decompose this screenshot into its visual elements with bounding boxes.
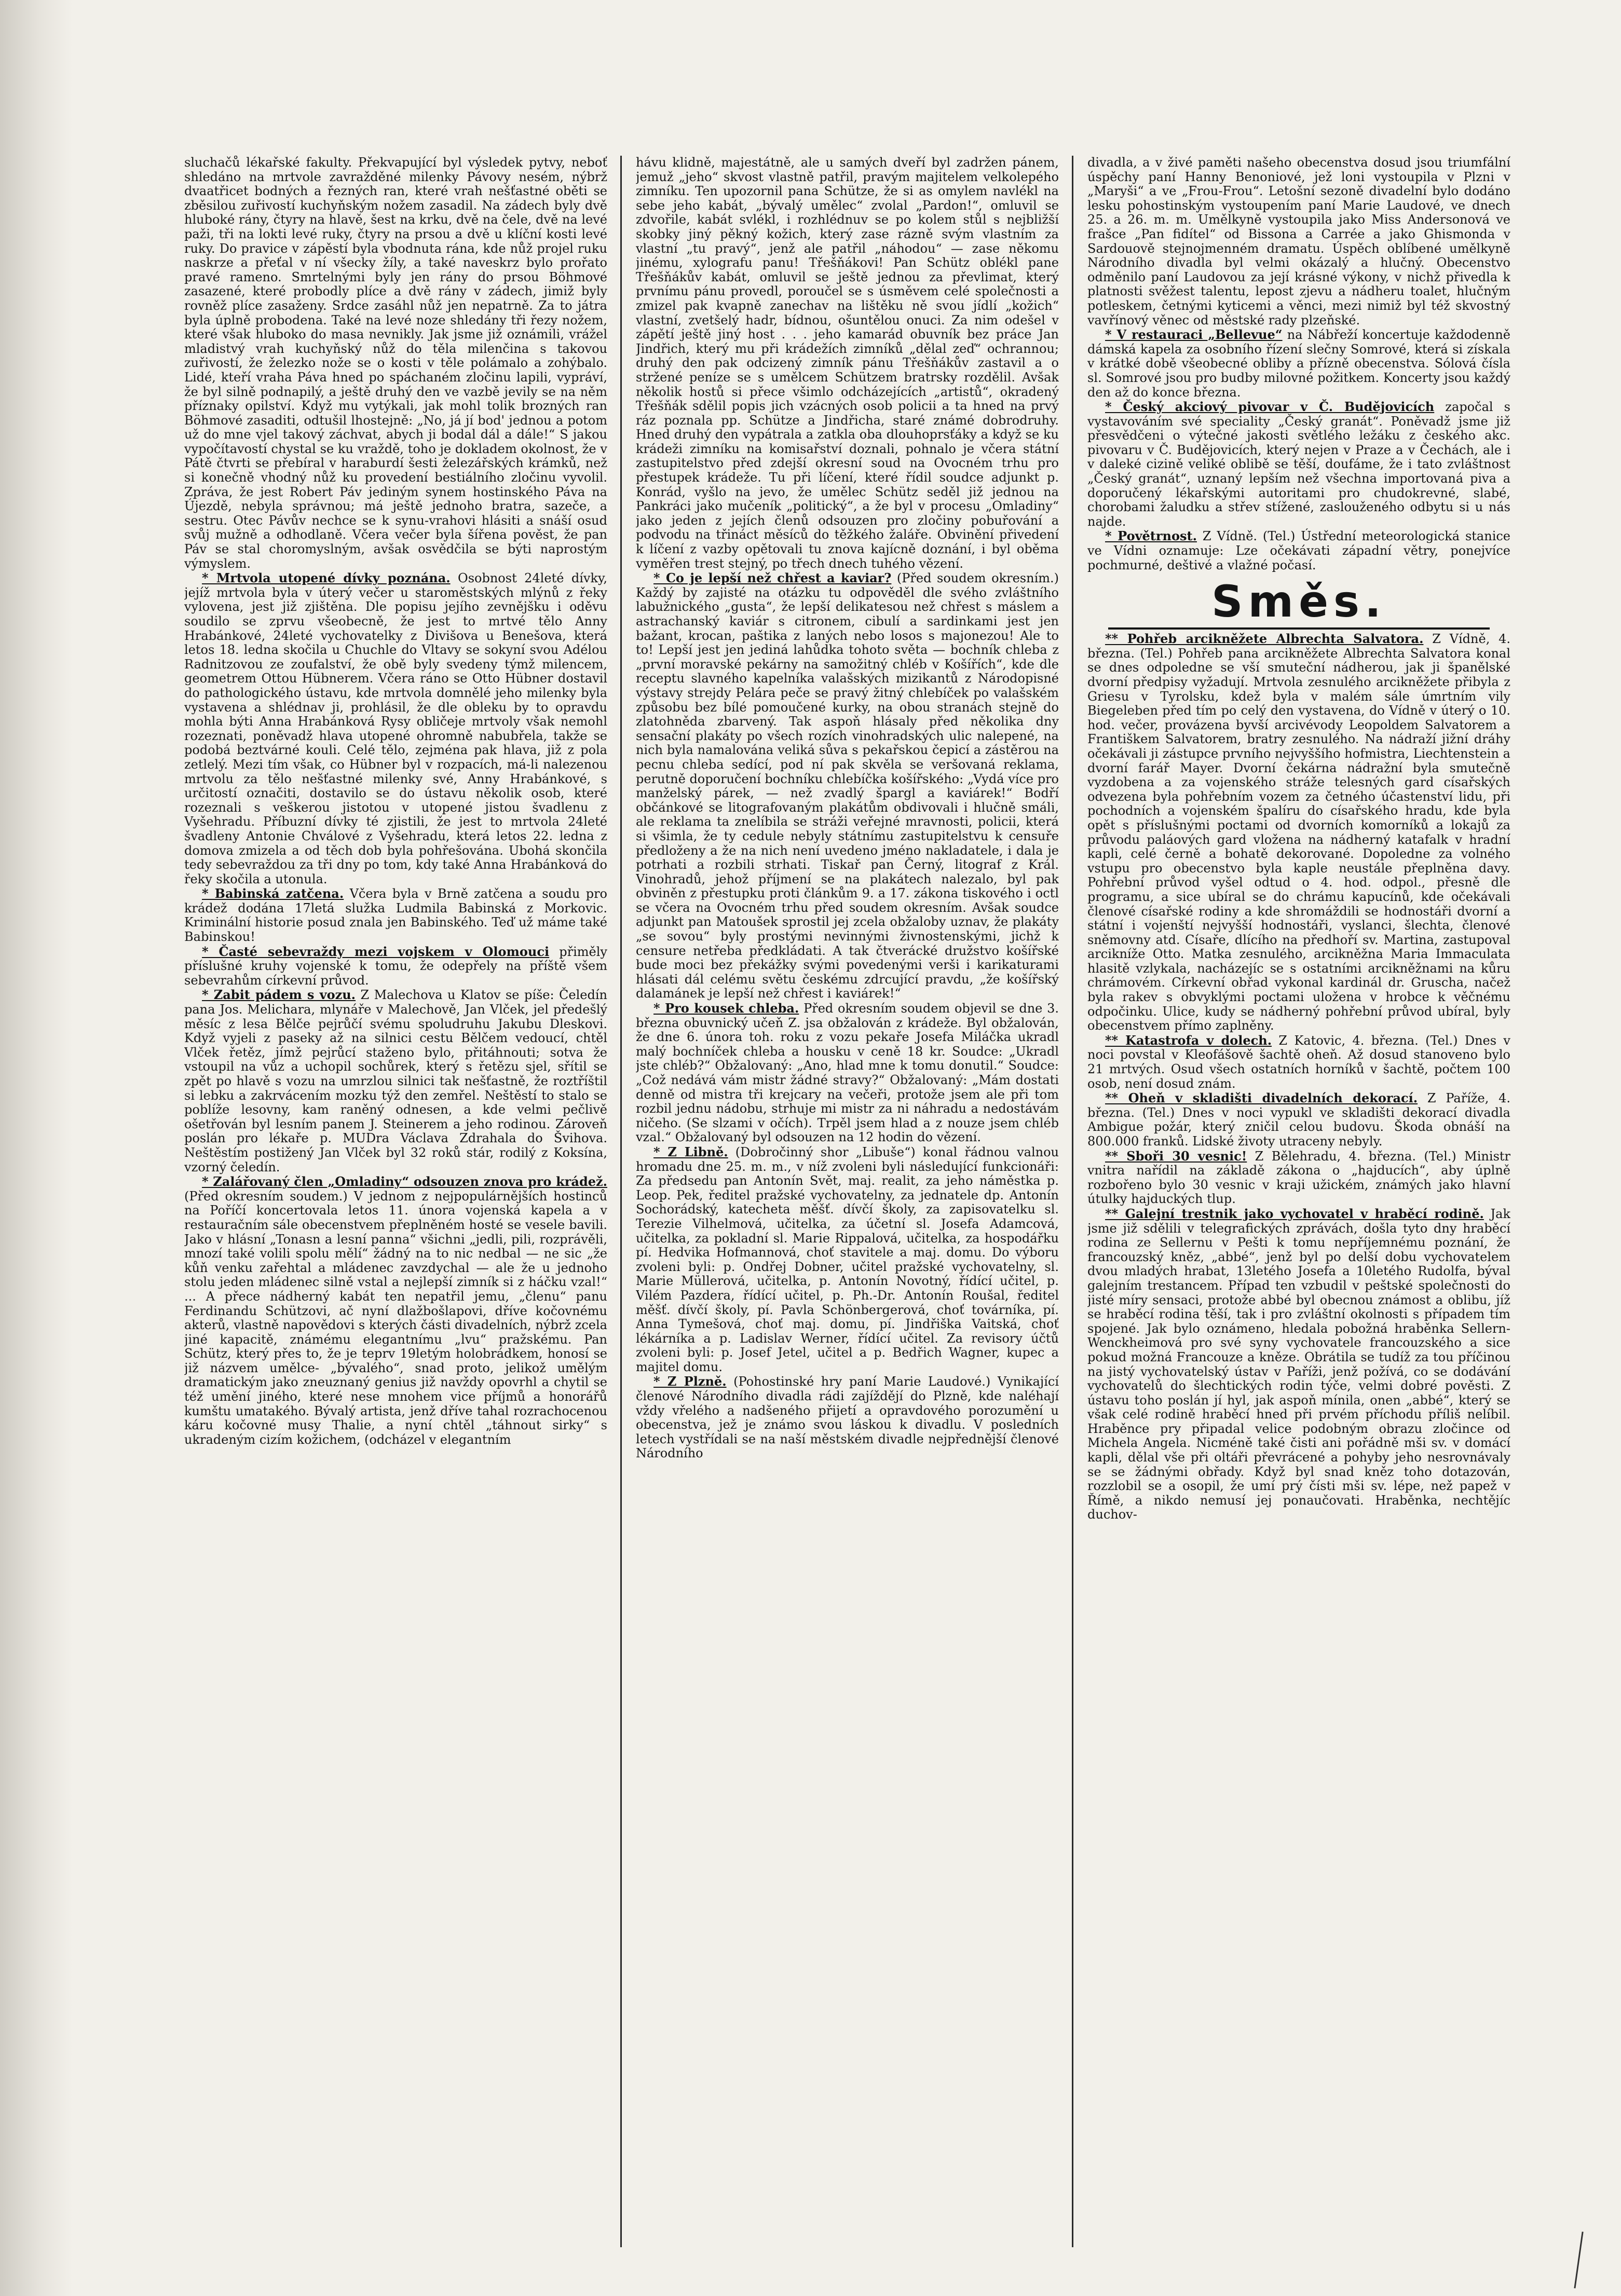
article-text: divadla, a v živé paměti našeho obecenstva dosud jsou triumfální úspěchy paní Hanny Benoniové, jež loni vystoupila v Plzni v „Maryši“ a ve „Frou-Frou“. Letošní sezoně divadelní bylo dodáno lesku pohostinským vystoupením paní Marie Laudové, ve dnech 25. a 26. m. m. Umělkyně vystoupila jako Miss Andersonová ve frašce „Pan fidítel“ od Bissona a Carrée a jako Ghismonda v Sardouově stejnojmenném dramatu. Úspěch oblíbené umělkyně Národního divadla byl velmi okázalý a hlučný. Obecenstvo odměnilo paní Laudovou za její krásné výkony, v nichž přivedla k platnosti svěžest talentu, lepost zjevu a nádheru toalet, hlučným potleskem, četnými kyticemi a věnci, mezi nimiž byl též skvostný vavřínový věnec od městské rady plzeňské. [1087, 156, 1510, 327]
article [636, 1001, 1059, 1145]
article [636, 571, 1059, 1001]
article-body: na Nábřeží koncertuje každodenně dámská kapela za osobního řízení slečny Somrové, která si získala v krátké době všeobecné obliby a přízně obecenstva. Sólová čísla sl. Somrové jsou pro budby milovné požitkem. Koncerty jsou každý den až do konce března. [1087, 327, 1510, 400]
article-body: Včera byla v Brně zatčena a soudu pro krádež dodána 17letá služka Ludmila Babinská z Morkovic. Kriminální historie posud znala jen Babinského. Teď už máme také Babinskou! [184, 886, 607, 945]
scan-margin-shadow [0, 0, 73, 2296]
article-body: Z Malechova u Klatov se píše: Čeledín pana Jos. Melichara, mlynáře v Malechově, Jan Vlček, jel předešlý měsíc z lesa Bělče pejrůčí svému spoludruhu Jakubu Dleskovi. Když vyjeli z paseky až na silnici cestu Bělčem vedoucí, chtěl Vlček řetěz, jímž pejrůcí staženo bylo, přitáhnouti; sotva že vstoupil na vůz a uchopil sochůrek, který s řetězu sjel, sřítil se zpět po hlavě s vozu na umrzlou silnici tak nešťastně, že roztříštil si lebku a zakrvácením mozku týž den zemřel. Neštěstí to stalo se poblíže lesovny, kam raněný odnesen, a kde velmi pečlivě ošetřován byl lesním panem J. Steinerem a jeho rodinou. Zároveň poslán pro lékaře p. MUDra Václava Zdrahala do Švihova. Neštěstím postižený Jan Vlček byl 32 roků stár, rodilý z Koksína, vzorný čeledín. [184, 988, 607, 1174]
article [1087, 1091, 1510, 1149]
column-divider [620, 156, 622, 2247]
article [184, 886, 607, 944]
article-headline: ** Oheň v skladišti divadelních dekorací. [1105, 1090, 1418, 1106]
article [184, 945, 607, 988]
section-underline [1108, 627, 1490, 630]
article-headline: * V restauraci „Bellevue“ [1105, 327, 1283, 343]
article-headline: * Z Libně. [653, 1144, 728, 1159]
article [184, 988, 607, 1174]
article-headline: ** Katastrofa v dolech. [1105, 1032, 1272, 1048]
article-body: Z Katovic, 4. března. (Tel.) Dnes v noci povstal v Kleofášově šachtě oheň. Až dosud stanoveno bylo 21 mrtvých. Osud všech ostatních horníků v šachtě, počtem 100 osob, není dosud znám. [1087, 1033, 1510, 1091]
article [1087, 632, 1510, 1033]
newspaper-page [184, 156, 1510, 2252]
article-body: Z Vídně. (Tel.) Ústřední meteorologická stanice ve Vídni oznamuje: Lze očekávati západní větry, ponejvíce pochmurné, deštivé a vlažné počasí. [1087, 529, 1510, 572]
column-3 [1087, 156, 1510, 2247]
article-body: Z Bělehradu, 4. března. (Tel.) Ministr vnitra nařídil na základě zákona o „hajducích“, aby úplně rozbořeno bylo 30 vesnic v kraji užickém, známých jako hlavní útulky hajduckých tlup. [1087, 1149, 1510, 1207]
article-headline: * Povětrnost. [1105, 528, 1197, 544]
column-divider [1072, 156, 1073, 2247]
article-headline: ** Pohřeb arcikněžete Albrechta Salvatora. [1105, 631, 1424, 647]
column-2 [636, 156, 1059, 2247]
article-body: Osobnost 24leté dívky, jejíž mrtvola byla v úterý večer u staroměstských mlýnů z řeky vylovena, jest již zjištěna. Dle popisu jejího zevnějšku i oděvu soudilo se zprvu všeobecně, že jest to mrtvé tělo Anny Hrabánkové, 24leté vychovatelky z Divišova u Benešova, která letos 18. ledna skočila u Chuchle do Vltavy se sokyní svou Adélou Radnitzovou ze zoufalství, že obě byly svedeny týmž milencem, geometrem Ottou Hübnerem. Včera ráno se Otto Hübner dostavil do pathologického ústavu, kde mrtvola domnělé jeho milenky byla vystavena a shlédnav ji, prohlásil, že dle obleku by to opravdu mohla býti Anna Hrabánková Rysy obličeje mrtvoly však nemohl rozeznati, poněvadž hlava utopené ohromně nabubřela, takže se podobá beztvárné kouli. Celé tělo, zejména pak hlava, již z pola zetlelý. Mezi tím však, co Hübner byl v rozpacích, má-li nalezenou mrtvolu za tělo nešťastné milenky své, Anny Hrabánkové, s určitostí označiti, dostavilo se do ústavu několik osob, které rozeznali s veškerou jistotou v utopené jistou švadlenu z Vyšehradu. Příbuzní dívky té zjistili, že jest to mrtvola 24leté švadleny Antonie Chválové z Vyšehradu, která letos 22. ledna z domova zmizela a od těch dob byla pohřešována. Ubohá skončila tedy sebevraždou za tři dny po tom, kdy také Anna Hrabánková do řeky skočila a utonula. [184, 571, 607, 886]
article-headline: * Časté sebevraždy mezi vojskem v Olomouci [202, 944, 550, 959]
article-body: (Dobročinný shor „Libuše“) konal řádnou valnou hromadu dne 25. m. m., v níž zvoleni byli následující funkcionáři: Za předsedu pan Antonín Svět, maj. realit, za jeho náměstka p. Leop. Pek, ředitel pražské vychovatelny, za jednatele dp. Antonín Sochorádský, katecheta měšť. dívčí školy, za zapisovatelku sl. Terezie Vilhelmová, učitelka, za účetní sl. Josefa Adamcová, učitelka, za pokladní sl. Marie Rippalová, učitelka, za hospodářku pí. Hedvika Hofmannová, choť stavitele a maj. domu. Do výboru zvoleni byli: p. Ondřej Dobner, učitel pražské vychovatelny, sl. Marie Müllerová, učitelka, p. Antonín Novotný, řídící učitel, p. Vilém Pazdera, řídící učitel, p. Ph.-Dr. Antonín Roušal, ředitel měšť. dívčí školy, pí. Pavla Schönbergerová, choť továrníka, pí. Anna Tymešová, choť maj. domu, pí. Jindřiška Vaitská, choť lékárníka a p. Ladislav Werner, řídící učitel. Za revisory účtů zvoleni byli: p. Josef Jetel, učitel a p. Bedřich Wagner, kupec a majitel domu. [636, 1144, 1059, 1374]
article-body: (Před okresním soudem.) V jednom z nejpopulárnějších hostinců na Poříčí koncertovala letos 11. února vojenská kapela a v restauračním sále obecenstvem přeplněném hosté se vesele bavili. Jako v hlásní „Tonasn a lesní panna“ všichni „jedli, pili, rozprávěli, mnozí také volili spolu mělí“ žádný na to nic nedbal — ne sic „že kůň venku zařehtal a mládenec zavzdychal — ale že u jednoho stolu jeden mládenec silně vstal a nejlepší zimník si z háčku vzal!“ ... A přece nádherný kabát ten nepatřil jemu, „členu“ panu Ferdinandu Schützovi, ač nyní dlažbošlapovi, dříve kočovnému akterů, vlastně napovědovi s kterých části divadelních, nýbrž zcela jiné kapacitě, známému elegantnímu „lvu“ pražskému. Pan Schütz, který přes to, že je teprv 19letým holobrádkem, honosí se již názvem umělce- „bývalého“, snad proto, jelikož umělým dramatickým jako zneuznaný genius již navždy opovrhl a chytil se též umění jiného, které nese mnohem vice příjmů a honorářů kumštu umatakého. Bývalý artista, jenž dříve tahal rozrachocenou káru kočovné musy Thalie, a nyní chtěl „táhnout sirky“ s ukradeným cizím kožichem, (odcházel v elegantním [184, 1188, 607, 1447]
article-headline: * Mrtvola utopené dívky poznána. [202, 570, 451, 586]
article [1087, 1207, 1510, 1522]
article [1087, 327, 1510, 400]
section-heading-text: Směs. [1211, 576, 1386, 627]
article-body: (Před soudem okresním.) Každý by zajisté na otázku tu odpověděl dle svého zvláštního labužnického „gusta“, že lepší delikatesou než chřest s máslem a astrachanský kaviár s citronem, cibulí a sardinkami jest jen bažant, krocan, paštika z laných nebo losos s majonezou! Ale to to! Lepší jest jen jediná lahůdka tohoto světa — bochník chleba z „první moravské pekárny na samožitný chléb v Košířích“, kde dle receptu slavného kapelníka valašských mizikantů z Národopisné výstavy strejdy Pelára peče se pravý žitný chlebíček po valašském způsobu bez bílé pomoučené kurky, na obou stranách stejně do zlatohněda zbarvený. Tak aspoň hlásaly před několika dny sensační plakáty po všech rozích vinohradských ulic nalepené, na nich byla namalována veliká sůva s pekařskou čepicí a zástěrou na pecnu chleba sedící, pod ní pak skvěla se veršovaná reklama, perutně doporučení bochníku chlebíčka košířského: „Vydá více pro manželský párek, — než zvadlý špargl a kaviárek!“ Bodří občánkové se litografovaným plakátům obdivovali i hlučně smáli, ale reklama ta znelíbila se stráži veřejné mravnosti, policii, která si všimla, že ty cedule nebyly státnímu zastupitelstvu k censuře předloženy a že na nich není uvedeno jméno nakladatele, i dala je potrhati a rozbili strhati. Tiskař pan Černý, litograf z Král. Vinohradů, jehož příjmení se na plakátech nalezalo, byl pak obviněn z přestupku proti článkům 9. a 17. zákona tiskového i octl se včera na Ovocném trhu před soudem okresním. Avšak soudce adjunkt pan Matoušek sprostil jej zcela obžaloby uznav, že plakáty „se sovou“ byly prostými nevinnými živnostenskými, jichž k censure netřeba předkládati. A tak čtverácké družstvo košířské bude moci bez překážky svými povedenými verši i karikaturami hlásati dál celému světu českému zdrcující pravdu, „že košířský dalamánek je lepší než chřest i kaviárek!“ [636, 571, 1059, 1001]
article-body: Z Vídně, 4. března. (Tel.) Pohřeb pana arcikněžete Albrechta Salvatora konal se dnes odpoledne se vší smuteční nádherou, jak ji španělské dvorní předpisy vyžadují. Mrtvola zesnulého arcikněžete přibyla z Griesu v Tyrolsku, kdež byla v malém sále úmrtním vily Biegeleben před tím po celý den vystavena, do Vídně v úterý o 10. hod. večer, provázena byvší arcivévody Leopoldem Salvatorem a Františkem Salvatorem, bratry zesnulého. Na nádraží jižní dráhy očekávali ji zástupce prvního nejvyššího hofmistra, Liechtenstein a dvorní farář Mayer. Dvorní čekárna nádražní byla smutečně vyzdobena a za vojenského stráže telesných gard císařských odvezena byla pohřebním vozem za četného účastenství lidu, při pochodních a vojenském špalíru do císařského hradu, kde byla opět s příslušnými poctami od dvorních komorníků a lokajů za průvodu paláových gard vložena na nádherný katafalk v hradní kapli, celé černě a bohatě dekorované. Dopoledne za volného vstupu pro obecenstvo byla kaple neustále přeplněna davy. Pohřební průvod vyšel odtud o 4. hod. odpol., přesně dle programu, a sice ubíral se do chrámu kapucínů, kde očekávali členové císařské rodiny a kde shromáždili se hodnostáři dvorní a státní i vojenští nejvyšší hodnostáři, vyslanci, šlechta, členové sněmovny atd. Císaře, dlícího na předhoří sv. Martina, zastupoval arcikníže Otto. Matka zesnulého, arcikněžna Maria Immaculata hlasitě vzlykala, nacházejíc se s ostatními arcikněžnami na kůru chrámovém. Církevní obřad vykonal kardinál dr. Gruscha, načež byla rakev s obvyklými poctami uložena v hrobce k věčnému odpočinku. Ulice, kudy se nádherný pohřební průvod ubíral, byly obecenstvem přímo zaplněny. [1087, 632, 1510, 1033]
article [1087, 1033, 1510, 1091]
article-body: Před okresním soudem objevil se dne 3. března obuvnický učeň Z. jsa obžalován z krádeže. Byl obžalován, že dne 6. února toh. roku z vozu pekaře Josefa Miláčka ukradl malý bochníček chleba a housku v ceně 18 kr. Soudce: „Ukradl jste chléb?“ Obžalovaný: „Ano, hlad mne k tomu donutil.“ Soudce: „Což nedává vám mistr žádné stravy?“ Obžalovaný: „Mám dostati denně od mistra tři krejcary na večeři, protože jsem ale při tom rozbil jednu nádobu, strhuje mi mistr za ni náhradu a nedostávám ničeho. (Se slzami v očích). Trpěl jsem hlad a z nouze jsem chléb vzal.“ Obžalovaný byl odsouzen na 12 hodin do vězení. [636, 1001, 1059, 1145]
article [636, 1374, 1059, 1461]
article [636, 1145, 1059, 1375]
article-headline: * Zalářovaný člen „Omladiny“ odsouzen znova pro krádež. [202, 1174, 607, 1190]
article-headline: * Co je lepší než chřest a kaviar? [653, 570, 892, 586]
article-body: Jak jsme již sdělili v telegrafických zprávách, došla tyto dny hraběcí rodina ze Sellernu v Pešti k tomu nepříjemnému poznání, že francouzský kněz, „abbé“, jenž byl po delší dobu vychovatelem dvou mladých hrabat, 13letého Josefa a 10letého Rudolfa, býval galejním trestancem. Případ ten vzbudil v peštské společnosti do jisté míry sensaci, protože abbé byl obecnou známost a oblibu, jíž se hraběcí rodina těší, tak i pro zvláštní okolnosti s případem tím spojené. Jak bylo oznámeno, hledala pobožná hraběnka Sellern-Wenckheimová pro své syny vychovatele francouzského a sice pokud možná Francouze a kněze. Obrátila se tudíž za tou příčinou na jistý vychovatelský ústav v Paříži, jenž požívá, co se dodávání vychovatelů do šlechtických rodin týče, velmi dobré pověsti. Z ústavu toho poslán jí hyl, jak aspoň mínila, onen „abbé“, který se však celé rodině hraběcí hned při prvém příchodu příliš nelíbil. Hraběnce pry připadal velice podobným obrazu zločince od Michela Angela. Nicméně také čisti ani pořádně mši sv. v domácí kapli, dělal vše při oltáři převrácené a pohyby jeho nesrovnávaly se se žádnými obřady. Když byl snad kněz toho dotazován, rozzlobil se a osopil, že umí prý čísti mši sv. lépe, než papež v Římě, a nikdo nemusí jej ponaučovati. Hraběnka, nechtějíc duchov- [1087, 1206, 1510, 1522]
article-headline: * Český akciový pivovar v Č. Budějovicích [1105, 399, 1435, 415]
article-text: sluchačů lékařské fakulty. Překvapující byl výsledek pytvy, neboť shledáno na mrtvole zavražděné milenky Pávovy nesém, nýbrž dvaatřicet bodných a řezných ran, které vrah nešťastné oběti se zběsilou zuřivostí kuchyňským nožem zasadil. Na zádech byly dvě hluboké rány, čtyry na hlavě, šest na krku, dvě na čele, dvě na levé paži, tři na lokti levé ruky, čtyry na prsou a dvě u klíční kosti levé ruky. Do pravice v zápěstí byla vbodnuta rána, kde nůž projel ruku naskrze a přeťal v ní všecky žíly, a také naveskrz bylo prořato pravé rameno. Smrtelnými byly jen rány do prsou Böhmové zasazené, které probodly plíce a dvě rány v zádech, jimiž byly rovněž plíce zasaženy. Srdce zasáhl nůž jen nepatrně. Za to játra byla úplně probodena. Také na levé noze shledány tři řezy nožem, které však hluboko do masa nevnikly. Jak jsme již oznámili, vrážel mladistvý vrah kuchyňský nůž do těla milenčina s takovou zuřivostí, že železko nože se o kosti v těle polámalo a zohýbalo. Lidé, kteří vraha Páva hned po spáchaném zločinu lapili, vypráví, že byl silně podnapilý, a ještě druhý den ve vazbě jevily se na něm příznaky opilství. Když mu vytýkali, jak mohl tolik brozných ran Böhmové zasaditi, odtušil lhostejně: „No, já jí bod' jednou a potom už do mne vjel takový záchvat, abych ji bodal dál a dále!“ S jakou vypočítavostí chystal se ku vraždě, toho je dokladem okolnost, že v Pátě čtvrti se přebíral v haraburdí šesti železářských krámků, než si konečně vhodný nůž ku provedení bestiálního zločinu vyvolil. Zpráva, že jest Robert Páv jediným synem hostinského Páva na Újezdě, nebyla správnou; má ještě jednoho bratra, sazeče, a sestru. Otec Pávův nechce se k synu-vrahovi hlásiti a snáší osud svůj mužně a odhodlaně. Včera večer byla šířena pověst, že pan Páv se stal choromyslným, avšak osvědčila se býti naprostým výmyslem. [184, 156, 607, 571]
article-headline: * Z Plzně. [653, 1374, 727, 1389]
article-body: započal s vystavováním své speciality „Český granát“. Poněvadž jsme již přesvědčeni o výtečné jakosti světlého ležáku z českého akc. pivovaru v Č. Budějovicích, který nejen v Praze a v Čechách, ale i v daleké cizině veliké oblibě se těší, doufáme, že i tato zvláštnost „Český granát“, uznaný lepším než všechna importovaná piva a doporučený lékařskými autoritami pro chudokrevné, slabé, chorobami žaludku a střev stížené, zaslouženého odbytu si u nás najde. [1087, 400, 1510, 529]
article [1087, 1149, 1510, 1207]
article-headline: * Babinská zatčena. [202, 886, 344, 901]
article-body: Z Paříže, 4. března. (Tel.) Dnes v noci vypukl ve skladišti dekorací divadla Ambigue požár, který zničil celou budovu. Škoda obnáší na 800.000 franků. Lidské životy utraceny nebyly. [1087, 1091, 1510, 1149]
article-headline: * Zabit pádem s vozu. [202, 987, 356, 1003]
article-body: přiměly příslušné kruhy vojenské k tomu, že odepřely na příště všem sebevrahům církevní průvod. [184, 944, 607, 988]
column-1 [184, 156, 607, 2247]
article-body: (Pohostinské hry paní Marie Laudové.) Vynikající členové Národního divadla rádi zajíždějí do Plzně, kde naléhají vždy vřelého a nadšeného přijetí a opravdového porozumění u obecenstva, jež je známo svou láskou k divadlu. V posledních letech vystřídali se na naší městském divadle nejpřednější členové Národního [636, 1374, 1059, 1461]
article-text: hávu klidně, majestátně, ale u samých dveří byl zadržen pánem, jemuž „jeho“ skvost vlastně patřil, pravým majitelem velkolepého zimníku. Ten upozornil pana Schütze, že si as omylem navlékl na sebe jeho kabát, „bývalý umělec“ zvolal „Pardon!“, omluvil se zdvořile, kabát svlékl, i rozhlédnuv se po kolem stůl s nejbližší skobky jiný pěkný kožich, který zase rázně svým vlastním za vlastní „tu pravý“, jenž ale patřil „náhodou“ — zase někomu jinému, xylografu panu! Třešňákovi! Pan Schütz oblékl pane Třešňákův kabát, omluvil se ještě jednou za převlimat, který prvnímu pánu provedl, poroučel se s úsměvem celé společnosti a zmizel pak kvapně zanechav na lištěku ně svou jídlí „kožich“ vlastní, zvetšelý hadr, bídnou, ošuntělou onuci. Za nim odešel v zápětí ještě jiný host . . . jeho kamarád obuvník bez práce Jan Jindřich, který mu při krádežích zimníků „dělal zeď“ ochrannou; druhý den pak odcizený zimník pánu Třešňákův zastavil a o stržené peníze se s umělcem Schützem bratrsky rozdělil. Avšak několik hostů si přece všimlo odcházejících „artistů“, okradený Třešňák sdělil popis jich vzácných osob policii a ta hned na prvý ráz poznala pp. Schütze a Jindřicha, staré známé dobrodruhy. Hned druhý den vypátrala a zatkla oba dlouhoprsťáky a když se ku krádeži zimníku na komisařství doznali, pohnalo je včera státní zastupitelstvo před zdejší okresní soud na Ovocném trhu pro přestupek krádeže. Tu při líčení, které řídil soudce adjunkt p. Konrád, vyšlo na jevo, že umělec Schütz seděl již jednou na Pankráci jako mučeník „politický“, a že byl v procesu „Omladiny“ jako jeden z jejích členů odsouzen pro zločiny pobuřování a podvodu na třináct měsíců do těžkého žaláře. Obvinění přivedení k líčení z vazby opětovali tu znova kajícně doznání, i byl oběma vyměřen trest stejný, po třech dnech tuhého vězení. [636, 156, 1059, 571]
section-heading [1087, 576, 1510, 630]
article [184, 1174, 607, 1447]
article-headline: ** Sboři 30 vesnic! [1105, 1148, 1247, 1164]
article [1087, 529, 1510, 572]
article [184, 571, 607, 886]
article-headline: * Pro kousek chleba. [653, 1001, 799, 1016]
margin-pencil-mark [1574, 2232, 1586, 2289]
article-headline: ** Galejní trestnik jako vychovatel v hraběcí rodině. [1105, 1206, 1484, 1221]
article [1087, 400, 1510, 529]
